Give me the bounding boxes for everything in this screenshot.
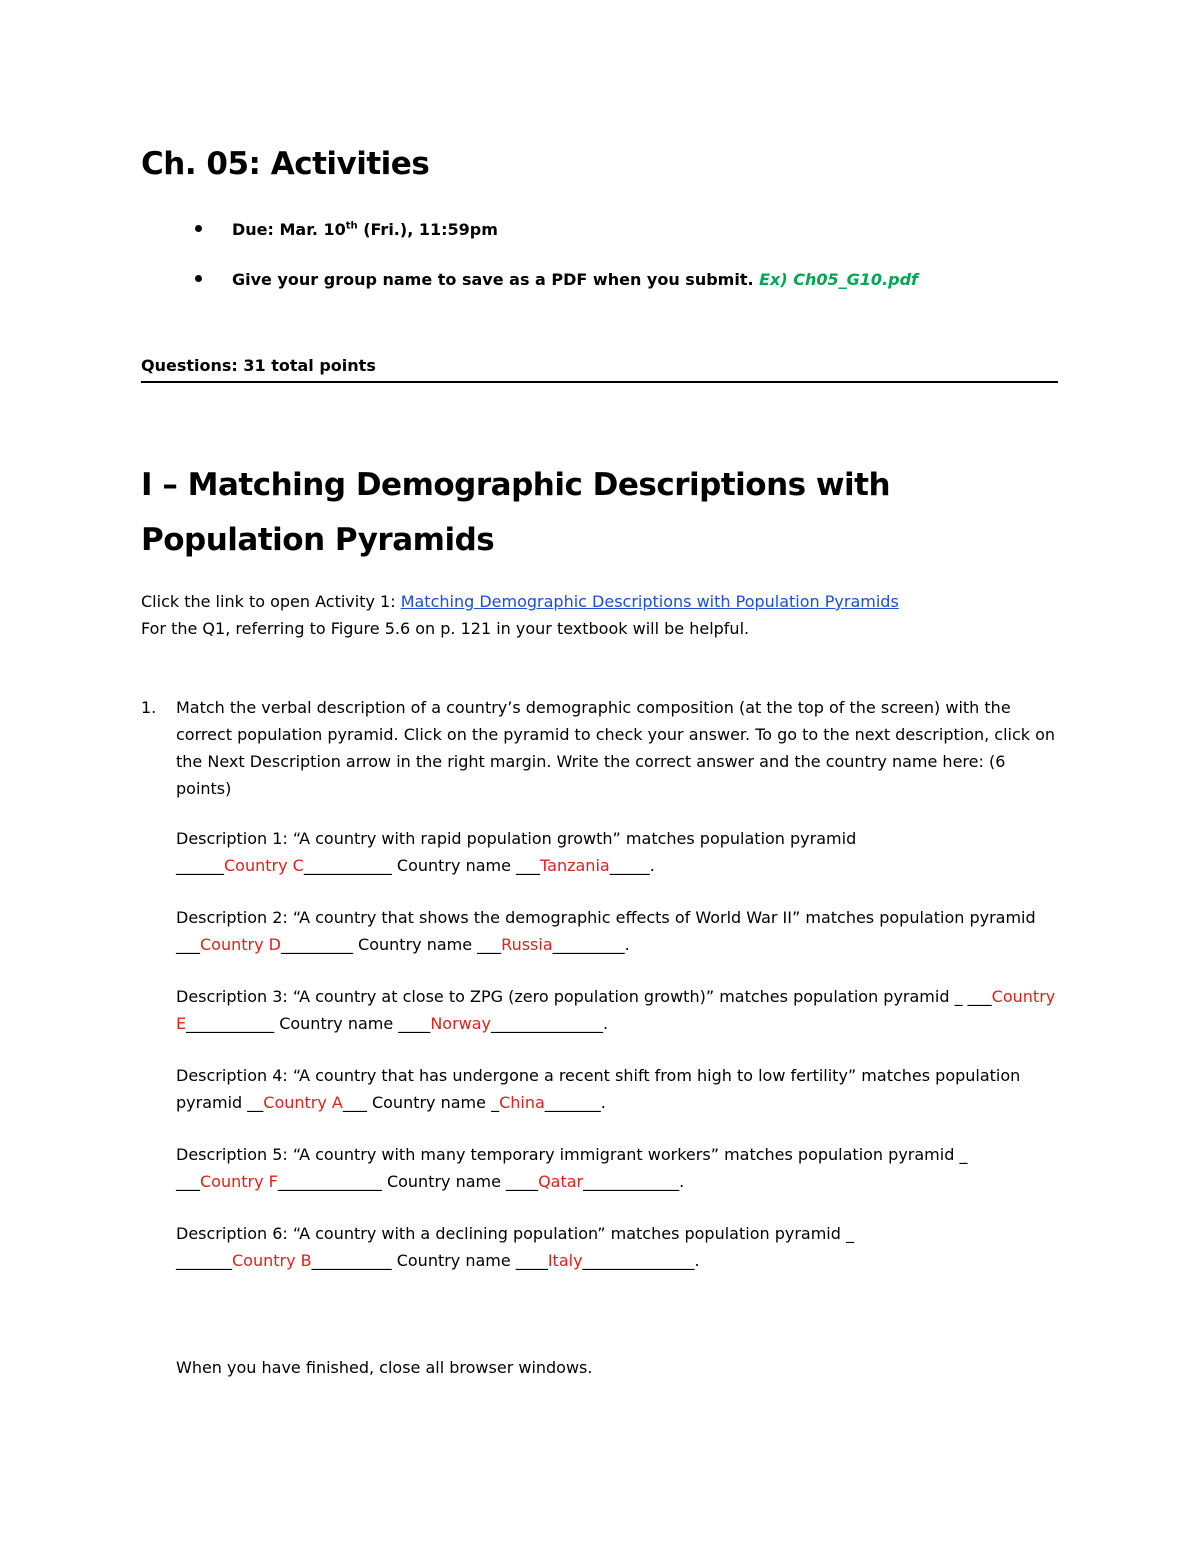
country-answer: Russia (501, 935, 553, 954)
description-2: Description 2: “A country that shows the demographic effects of World War II” matches population pyramid ___Country D_________ Country name ___Russia_________. (176, 908, 1036, 954)
bullet-icon (195, 225, 202, 232)
activity-link[interactable]: Matching Demographic Descriptions with Population Pyramids (400, 592, 899, 611)
description-label: Description 3: “A country at close to ZPG (zero population growth)” matches population pyramid _ ___ (176, 987, 992, 1006)
pyramid-answer: Country B (232, 1251, 312, 1270)
closing-instruction: When you have finished, close all browser windows. (176, 1358, 593, 1377)
submission-text: Give your group name to save as a PDF when you submit. Ex) Ch05_G10.pdf (232, 270, 918, 289)
description-3: Description 3: “A country at close to ZPG (zero population growth)” matches population pyramid _ ___Country E___________ Country name ____Norway______________. (176, 987, 1056, 1033)
country-answer: Tanzania (540, 856, 610, 875)
pyramid-answer: Country A (263, 1093, 343, 1112)
answer-line: _______Country B__________ Country name ____Italy______________. (176, 1251, 700, 1270)
question-number: 1. (141, 698, 157, 717)
intro-line-2: For the Q1, referring to Figure 5.6 on p. 121 in your textbook will be helpful. (141, 619, 750, 638)
pyramid-answer: Country E (176, 987, 1056, 1033)
country-answer: Italy (547, 1251, 583, 1270)
description-label: Description 5: “A country with many temporary immigrant workers” matches population pyramid _ ___ (176, 1145, 968, 1191)
pyramid-answer: Country F (200, 1172, 278, 1191)
description-6 (176, 1220, 1056, 1274)
intro-paragraph (141, 588, 899, 642)
country-answer: China (499, 1093, 545, 1112)
country-answer: Norway (430, 1014, 492, 1033)
description-label: Description 4: “A country that has undergone a recent shift from high to low fertility” matches population pyramid __ (176, 1066, 1021, 1112)
country-answer: Qatar (538, 1172, 584, 1191)
page-title: Ch. 05: Activities (141, 146, 430, 182)
questions-header: Questions: 31 total points (141, 356, 1058, 383)
answer-line: ______Country C___________ Country name ___Tanzania_____. (176, 856, 655, 875)
intro-line-1: Click the link to open Activity 1: Matching Demographic Descriptions with Population Pyramids (141, 592, 899, 611)
due-date-text: Due: Mar. 10th (Fri.), 11:59pm (232, 220, 498, 239)
description-4: Description 4: “A country that has undergone a recent shift from high to low fertility” matches population pyramid __Country A___ Country name _China_______. (176, 1066, 1021, 1112)
section-title: I – Matching Demographic Descriptions with Population Pyramids (141, 467, 891, 558)
description-label: Description 1: “A country with rapid population growth” matches population pyramid (176, 829, 857, 848)
description-5: Description 5: “A country with many temporary immigrant workers” matches population pyramid _ ___Country F_____________ Country name ____Qatar____________. (176, 1145, 968, 1191)
pyramid-answer: Country D (200, 935, 281, 954)
question-text: Match the verbal description of a country’s demographic composition (at the top of the screen) with the correct population pyramid. Click on the pyramid to check your answer. To go to the next description, click on the Next Description arrow in the right margin. Write the correct answer and the country name here: (6 points) (176, 698, 1056, 798)
filename-example: Ex) Ch05_G10.pdf (759, 270, 918, 289)
description-label: Description 2: “A country that shows the demographic effects of World War II” matches population pyramid ___ (176, 908, 1036, 954)
bullet-icon (195, 275, 202, 282)
description-1 (176, 825, 1056, 879)
pyramid-answer: Country C (224, 856, 304, 875)
description-label: Description 6: “A country with a declining population” matches population pyramid _ (176, 1224, 854, 1243)
